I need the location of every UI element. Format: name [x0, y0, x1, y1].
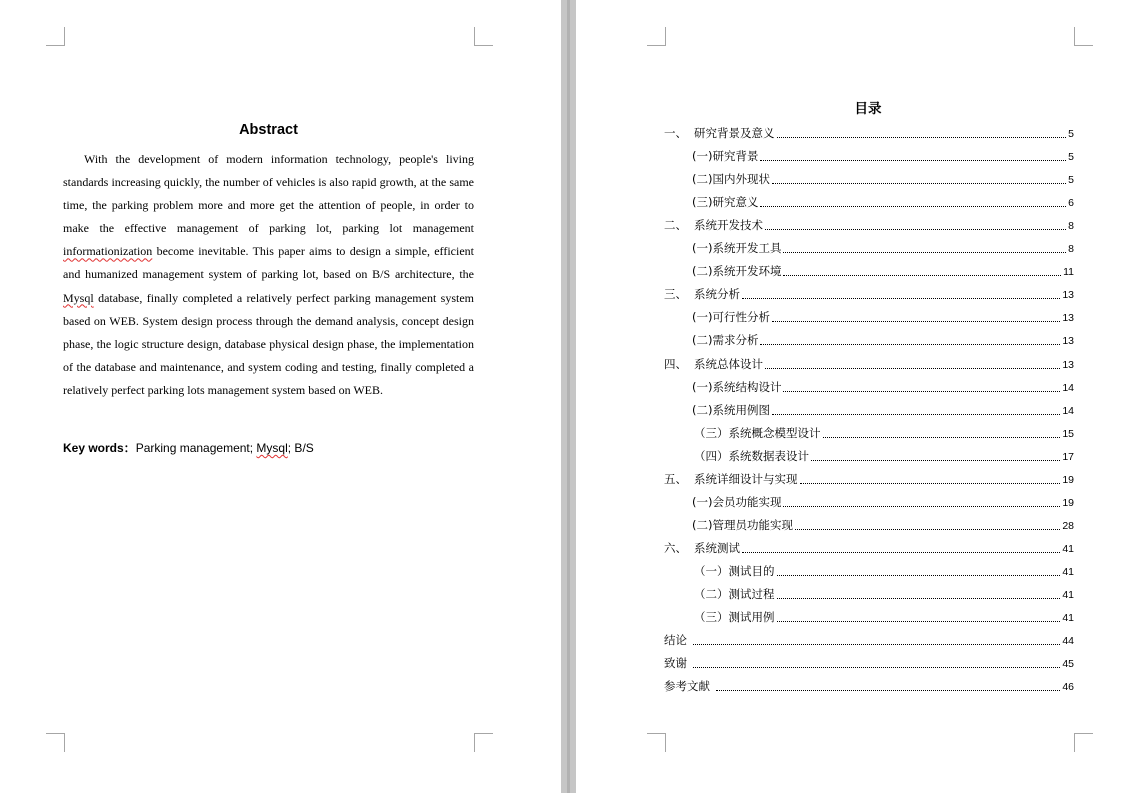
toc-entry[interactable]	[664, 124, 1074, 142]
crop-mark-bottom-right	[1074, 733, 1093, 752]
toc-dot-leader	[795, 528, 1060, 530]
toc-entry-title: (一)会员功能实现	[692, 494, 782, 509]
toc-entry-page-number: 45	[1062, 658, 1074, 671]
toc-entry-title: (一)研究背景	[692, 149, 759, 164]
page-gutter-divider	[567, 0, 570, 793]
toc-entry-title: 系统测试	[694, 540, 740, 555]
toc-dot-leader	[765, 367, 1060, 369]
toc-entry-page-number: 17	[1062, 450, 1074, 463]
crop-mark-top-right	[1074, 27, 1093, 46]
toc-entry-number: 四、	[664, 356, 687, 371]
toc-dot-leader	[800, 482, 1061, 484]
toc-entry-page-number: 44	[1062, 635, 1074, 648]
toc-entry-title: 系统详细设计与实现	[694, 471, 798, 486]
toc-dot-leader	[693, 643, 1060, 645]
abstract-page	[0, 0, 561, 793]
toc-dot-leader	[693, 666, 1060, 668]
toc-entry[interactable]	[694, 424, 1074, 442]
toc-dot-leader	[777, 574, 1061, 576]
toc-entry[interactable]	[692, 262, 1074, 280]
toc-entry-page-number: 11	[1063, 266, 1074, 279]
toc-entry-number: 三、	[664, 287, 687, 302]
toc-entry[interactable]	[664, 677, 1074, 695]
toc-entry-page-number: 13	[1062, 289, 1074, 302]
toc-dot-leader	[777, 620, 1061, 622]
toc-entry-title: 致谢	[664, 656, 687, 671]
crop-mark-top-left	[647, 27, 666, 46]
toc-dot-leader	[765, 228, 1066, 230]
toc-page	[576, 0, 1145, 793]
toc-entry-page-number: 5	[1068, 128, 1074, 140]
toc-entry[interactable]	[692, 493, 1074, 511]
spelling-flagged-word[interactable]: Mysql	[256, 441, 288, 455]
toc-dot-leader	[783, 390, 1060, 392]
toc-entry-title: （三）系统概念模型设计	[694, 425, 821, 440]
toc-entry[interactable]	[664, 355, 1074, 373]
keywords-label: Key words：	[63, 441, 136, 455]
toc-entry-page-number: 46	[1062, 681, 1074, 694]
toc-entry[interactable]	[692, 147, 1074, 165]
toc-entry-title: 结论	[664, 633, 687, 648]
spelling-flagged-word[interactable]: Mysql	[63, 290, 94, 305]
toc-dot-leader	[783, 251, 1066, 253]
toc-entry-title: （二）测试过程	[694, 587, 775, 601]
crop-mark-top-left	[46, 27, 65, 46]
toc-entry-title: (二)国内外现状	[692, 172, 770, 187]
keywords-text: Parking management;	[135, 441, 257, 455]
abstract-text-part-3: database, finally completed a relatively perfect parking management system based on WEB. System design process through the demand analysis, concept design phase, the logic structure design, database physical design phase, the implementation of the database and maintenance, and system coding and testing, finally completed a relatively perfect parking lots management system based on WEB.	[63, 290, 474, 397]
toc-entry[interactable]	[664, 631, 1074, 649]
toc-dot-leader	[811, 459, 1060, 461]
toc-entry-title: (一)可行性分析	[692, 310, 770, 325]
toc-dot-leader	[760, 159, 1066, 161]
abstract-text-part-1: With the development of modern information technology, people's living standards increasing quickly, the number of vehicles is also rapid growth, at the same time, the parking problem more and more get the attention of people, in order to make the effective management of parking lot, parking lot management	[63, 152, 474, 236]
toc-entry[interactable]	[694, 585, 1074, 603]
toc-dot-leader	[742, 297, 1060, 299]
keywords-line[interactable]	[63, 439, 483, 457]
toc-entry[interactable]	[694, 608, 1074, 626]
toc-entry-number: 六、	[664, 540, 687, 555]
toc-entry[interactable]	[694, 447, 1074, 465]
toc-entry-page-number: 5	[1068, 151, 1074, 164]
toc-entry[interactable]	[692, 170, 1074, 188]
toc-entry-number: 五、	[664, 471, 687, 486]
toc-entry-page-number: 8	[1068, 220, 1074, 233]
toc-entry[interactable]	[664, 539, 1074, 557]
toc-entry-page-number: 14	[1062, 404, 1074, 417]
abstract-paragraph[interactable]	[63, 148, 474, 402]
toc-entry-page-number: 15	[1062, 427, 1074, 440]
crop-mark-bottom-right	[474, 733, 493, 752]
toc-entry-page-number: 19	[1062, 496, 1074, 509]
toc-entry-page-number: 41	[1062, 542, 1074, 555]
toc-entry-page-number: 8	[1068, 243, 1074, 256]
toc-entry[interactable]	[692, 401, 1074, 419]
toc-entry-title: 系统开发技术	[694, 218, 763, 233]
toc-entry[interactable]	[692, 331, 1074, 349]
toc-entry-title: （四）系统数据表设计	[694, 448, 809, 463]
toc-entry-page-number: 14	[1062, 381, 1074, 394]
toc-entry-number: 一、	[664, 126, 687, 140]
toc-dot-leader	[760, 205, 1066, 207]
toc-entry-page-number: 5	[1068, 174, 1074, 187]
crop-mark-bottom-left	[647, 733, 666, 752]
toc-dot-leader	[760, 343, 1060, 345]
toc-entry-page-number: 41	[1062, 612, 1074, 625]
spelling-flagged-word[interactable]: informationization	[63, 244, 153, 259]
toc-title: 目录	[854, 101, 882, 117]
toc-entry-page-number: 41	[1062, 565, 1074, 578]
toc-entry-title: （一）测试目的	[694, 563, 775, 578]
toc-entry-number: 二、	[664, 218, 687, 233]
toc-entry-title: (二)需求分析	[692, 333, 759, 348]
toc-entry[interactable]	[692, 308, 1074, 326]
toc-entry-title: （三）测试用例	[694, 610, 775, 625]
abstract-title: Abstract	[239, 122, 298, 138]
toc-entry[interactable]	[694, 562, 1074, 580]
toc-entry-title: (一)系统结构设计	[692, 379, 782, 394]
toc-entry-page-number: 6	[1068, 197, 1074, 210]
toc-dot-leader	[742, 551, 1060, 553]
toc-dot-leader	[777, 136, 1067, 138]
toc-dot-leader	[772, 413, 1060, 415]
toc-entry-page-number: 13	[1062, 358, 1074, 371]
toc-entry-title: (二)管理员功能实现	[692, 517, 793, 532]
toc-entry-title: 研究背景及意义	[694, 126, 775, 140]
toc-entry-page-number: 13	[1062, 335, 1074, 348]
toc-entry-page-number: 13	[1062, 312, 1074, 325]
toc-entry[interactable]	[692, 193, 1074, 211]
toc-entry[interactable]	[692, 378, 1074, 396]
page-gutter	[561, 0, 576, 793]
toc-entry[interactable]	[664, 470, 1074, 488]
toc-dot-leader	[777, 597, 1061, 599]
crop-mark-top-right	[474, 27, 493, 46]
toc-entry-title: 系统总体设计	[694, 356, 763, 371]
keywords-text-end: ; B/S	[287, 441, 314, 455]
toc-dot-leader	[772, 182, 1066, 184]
toc-entry-title: (二)系统用例图	[692, 402, 770, 417]
toc-entry-title: (一)系统开发工具	[692, 241, 782, 256]
toc-entry-title: (三)研究意义	[692, 195, 759, 210]
crop-mark-bottom-left	[46, 733, 65, 752]
toc-dot-leader	[716, 689, 1060, 691]
toc-dot-leader	[783, 274, 1061, 276]
abstract-text-part-2: become inevitable. This paper aims to design a simple, efficient and humanized management system of parking lot, based on B/S architecture, the	[63, 244, 474, 282]
toc-entry[interactable]	[664, 216, 1074, 234]
toc-entry-title: 参考文献	[664, 679, 710, 694]
toc-entry-page-number: 41	[1062, 589, 1074, 601]
toc-entry[interactable]	[664, 654, 1074, 672]
toc-entry-title: (二)系统开发环境	[692, 264, 782, 279]
toc-entry-title: 系统分析	[694, 287, 740, 302]
toc-entry-page-number: 19	[1062, 473, 1074, 486]
toc-entry[interactable]	[692, 239, 1074, 257]
toc-dot-leader	[783, 505, 1060, 507]
toc-entry[interactable]	[664, 285, 1074, 303]
toc-entry-page-number: 28	[1062, 519, 1074, 532]
toc-entry[interactable]	[692, 516, 1074, 534]
toc-dot-leader	[772, 320, 1060, 322]
toc-dot-leader	[823, 436, 1061, 438]
